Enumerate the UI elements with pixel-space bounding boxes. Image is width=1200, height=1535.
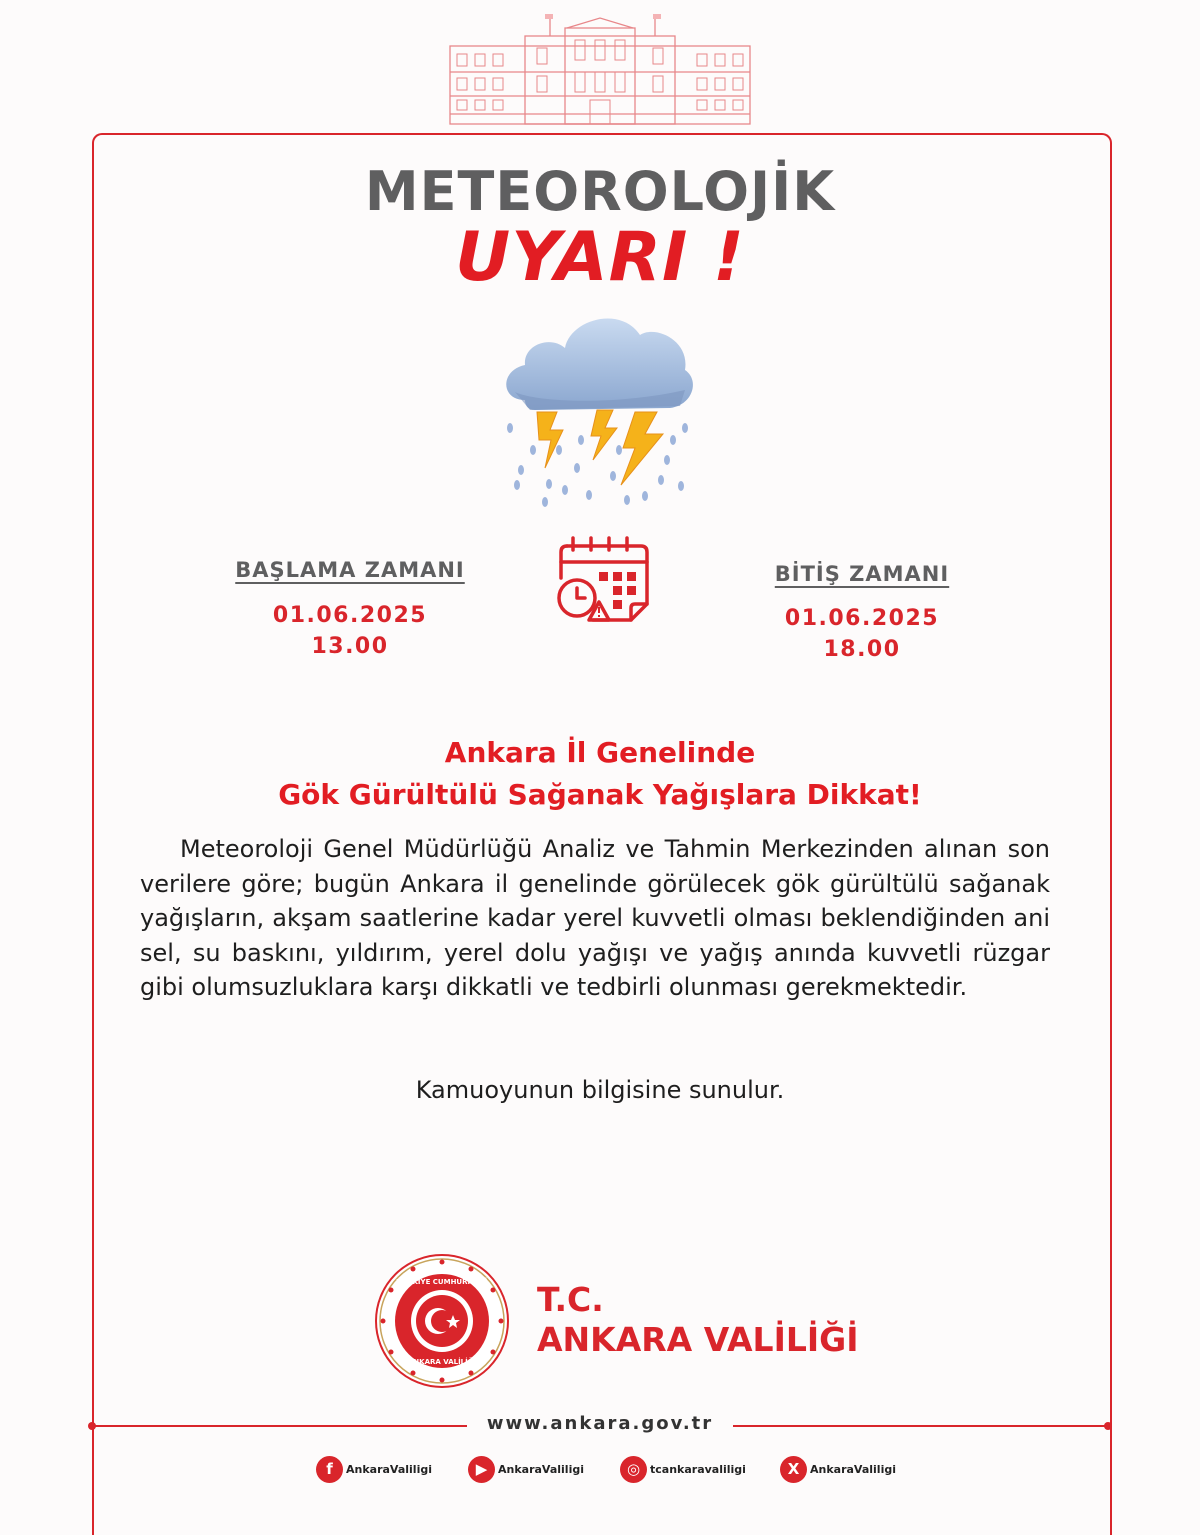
website-link[interactable]: www.ankara.gov.tr: [470, 1413, 730, 1434]
social-handle: AnkaraValiligi: [810, 1462, 896, 1476]
start-time: 13.00: [311, 634, 389, 659]
thunderstorm-cloud-icon: [495, 300, 705, 515]
footer-divider-left: [92, 1425, 467, 1427]
divider-dot-right: [1104, 1422, 1112, 1430]
youtube-icon: ▶: [468, 1456, 495, 1483]
end-time: 18.00: [823, 637, 901, 662]
closing-text: Kamuoyunun bilgisine sunulur.: [415, 1076, 785, 1104]
end-date: 01.06.2025: [784, 606, 940, 631]
headline-line2: Gök Gürültülü Sağanak Yağışlara Dikkat!: [278, 778, 922, 811]
calendar-clock-warning-icon: [553, 532, 653, 627]
svg-text:TÜRKİYE CUMHURİYETİ: TÜRKİYE CUMHURİYETİ: [396, 1278, 488, 1286]
divider-dot-left: [88, 1422, 96, 1430]
org-line1: T.C.: [537, 1280, 604, 1319]
facebook-icon: f: [316, 1456, 343, 1483]
x-icon: X: [780, 1456, 807, 1483]
social-youtube[interactable]: [468, 1454, 584, 1484]
social-handle: AnkaraValiligi: [498, 1462, 584, 1476]
instagram-icon: ◎: [620, 1456, 647, 1483]
social-instagram[interactable]: [620, 1454, 746, 1484]
social-handle: tcankaravaliligi: [650, 1462, 746, 1476]
start-date: 01.06.2025: [272, 603, 428, 628]
headline-line1: Ankara İl Genelinde: [444, 736, 756, 769]
announcement-body: Meteoroloji Genel Müdürlüğü Analiz ve Tahmin Merkezinden alınan son verilere göre; bugün Ankara il genelinde görülecek gök gürültülü sağanak yağışların, akşam saatlerine kadar yerel kuvvetli olması beklendiğinden ani sel, su baskını, yıldırım, yerel dolu yağışı ve yağış anında kuvvetli rüzgar gibi olumsuzluklara karşı dikkatli ve tedbirli olunması gerekmektedir.: [140, 835, 1050, 1002]
governorship-building-icon: [445, 14, 755, 126]
social-facebook[interactable]: [316, 1454, 432, 1484]
social-handle: AnkaraValiligi: [346, 1462, 432, 1476]
start-time-label: BAŞLAMA ZAMANI: [235, 558, 465, 582]
social-x[interactable]: [780, 1454, 896, 1484]
governorship-seal-icon: [373, 1252, 511, 1390]
warning-title: UYARI !: [455, 218, 745, 297]
org-line2: ANKARA VALİLİĞİ: [537, 1320, 859, 1359]
organization-name: [537, 1280, 859, 1360]
end-time-label: BİTİŞ ZAMANI: [774, 562, 950, 586]
footer-divider-right: [733, 1425, 1108, 1427]
page-title: METEOROLOJİK: [364, 160, 836, 223]
svg-text:ANKARA VALİLİĞİ: ANKARA VALİLİĞİ: [407, 1358, 477, 1366]
